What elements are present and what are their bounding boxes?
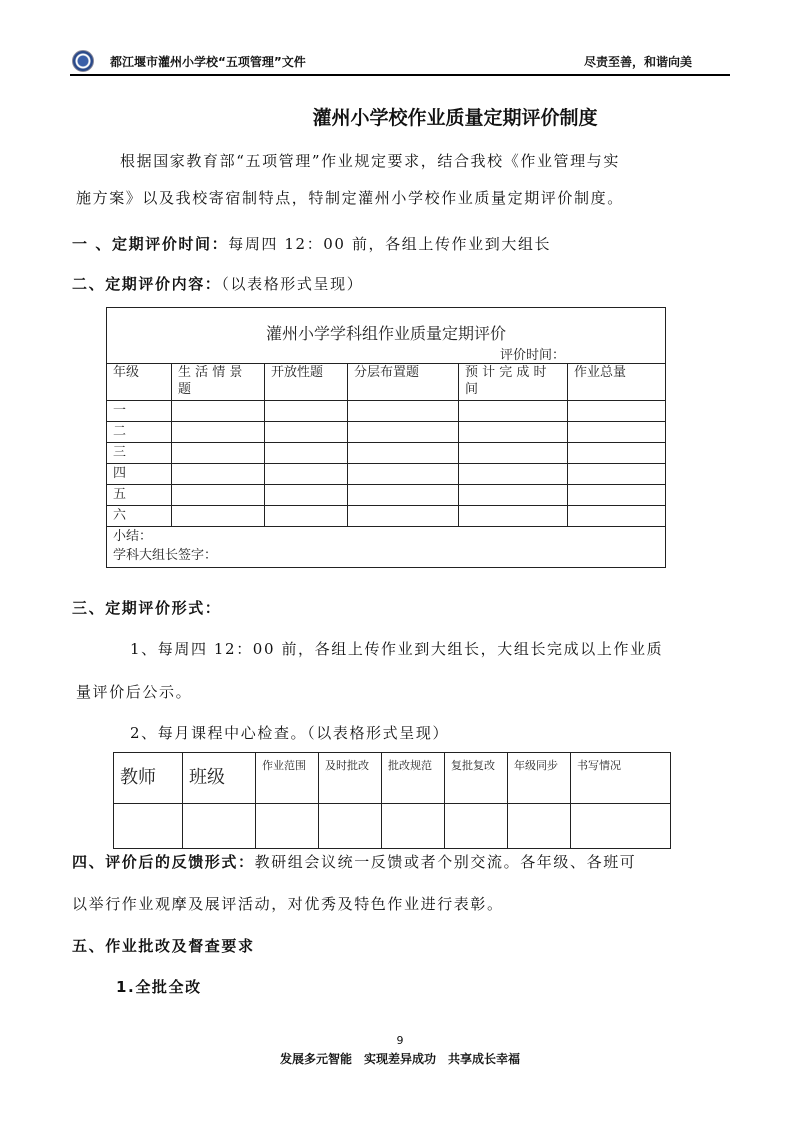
table1-cell[interactable] — [568, 422, 666, 443]
table1-cell[interactable] — [568, 401, 666, 422]
section-5-heading — [72, 935, 255, 956]
table1-cell[interactable] — [348, 443, 459, 464]
footer-motto: 发展多元智能 实现差异成功 共享成长幸福 — [279, 1052, 520, 1066]
table1-cell[interactable] — [265, 443, 348, 464]
table1-cell[interactable] — [459, 485, 568, 506]
table1-cell[interactable] — [265, 485, 348, 506]
table1-col-header: 年级 — [107, 364, 172, 401]
section-5-heading-text: 五、作业批改及督查要求 — [72, 937, 255, 955]
table1-cell[interactable] — [348, 464, 459, 485]
grade-evaluation-table — [106, 307, 666, 568]
section-4 — [72, 851, 636, 872]
section-3-heading-text: 三、定期评价形式： — [72, 599, 222, 617]
table2-cell[interactable] — [508, 804, 571, 849]
table1-col-header: 作业总量 — [568, 364, 666, 401]
table1-cell[interactable] — [265, 506, 348, 527]
table1-col-header: 分层布置题 — [348, 364, 459, 401]
section-2-text: （以表格形式呈现） — [221, 275, 364, 293]
table1-cell[interactable] — [265, 422, 348, 443]
intro-line-2: 施方案》以及我校寄宿制特点，特制定灌州小学校作业质量定期评价制度。 — [76, 189, 624, 207]
table1-cell[interactable] — [172, 443, 265, 464]
school-logo-icon — [72, 50, 94, 72]
table1-cell[interactable] — [172, 422, 265, 443]
table2-cell[interactable] — [114, 804, 183, 849]
table1-cell[interactable] — [459, 401, 568, 422]
document-title: 灌州小学校作业质量定期评价制度 — [312, 107, 598, 129]
header-left-text: 都江堰市灌州小学校“五项管理”文件 — [110, 55, 306, 69]
section-5-item-1-text: 1.全批全改 — [116, 978, 202, 996]
section-2-heading: 二、定期评价内容： — [72, 275, 222, 293]
table2-cell[interactable] — [319, 804, 382, 849]
table2-cell[interactable] — [256, 804, 319, 849]
section-1-text: 每周四 12：00 前，各组上传作业到大组长 — [228, 235, 552, 253]
table1-grade: 五 — [107, 485, 172, 506]
table2-col-header: 及时批改 — [319, 753, 382, 804]
header-right-text: 尽责至善，和谐向美 — [583, 55, 692, 69]
table2-cell[interactable] — [445, 804, 508, 849]
monthly-check-table — [113, 752, 671, 849]
section-5-item-1 — [116, 976, 202, 997]
section-2 — [72, 273, 363, 294]
table2-col-header: 作业范围 — [256, 753, 319, 804]
page-header — [70, 48, 730, 76]
summary-label: 小结： — [113, 529, 153, 544]
table2-col-header: 复批复改 — [445, 753, 508, 804]
signature-label: 学科大组长签字： — [113, 548, 218, 563]
table2-col-header: 班级 — [183, 753, 256, 804]
table1-time-label: 评价时间： — [107, 344, 666, 364]
table2-cell[interactable] — [382, 804, 445, 849]
table1-cell[interactable] — [348, 422, 459, 443]
table1-grade: 二 — [107, 422, 172, 443]
section-3-item-2: 2、每月课程中心检查。（以表格形式呈现） — [130, 724, 450, 742]
section-3-item-1-line-2: 量评价后公示。 — [76, 683, 193, 701]
table1-cell[interactable] — [265, 401, 348, 422]
page-number: 9 — [396, 1034, 404, 1047]
table2-cell[interactable] — [571, 804, 671, 849]
table1-cell[interactable] — [172, 401, 265, 422]
table1-cell[interactable] — [568, 443, 666, 464]
table1-cell[interactable] — [172, 506, 265, 527]
table1-cell[interactable] — [459, 506, 568, 527]
table1-grade: 四 — [107, 464, 172, 485]
table1-grade: 三 — [107, 443, 172, 464]
table1-cell[interactable] — [348, 485, 459, 506]
table1-grade: 六 — [107, 506, 172, 527]
table1-cell[interactable] — [172, 464, 265, 485]
table1-cell[interactable] — [459, 464, 568, 485]
section-1 — [72, 233, 551, 254]
table1-cell[interactable] — [172, 485, 265, 506]
section-4-text-2: 以举行作业观摩及展评活动，对优秀及特色作业进行表彰。 — [72, 895, 504, 913]
table1-cell[interactable] — [568, 485, 666, 506]
table1-cell[interactable] — [348, 506, 459, 527]
table1-summary[interactable] — [107, 527, 666, 568]
table1-cell[interactable] — [265, 464, 348, 485]
table2-col-header: 教师 — [114, 753, 183, 804]
table2-col-header: 书写情况 — [571, 753, 671, 804]
table2-col-header: 年级同步 — [508, 753, 571, 804]
table1-cell[interactable] — [568, 464, 666, 485]
intro-line-1: 根据国家教育部“五项管理”作业规定要求，结合我校《作业管理与实 — [120, 152, 620, 170]
table1-cell[interactable] — [459, 422, 568, 443]
section-3-heading — [72, 597, 221, 618]
table1-caption: 灌州小学学科组作业质量定期评价 — [107, 308, 666, 345]
section-1-heading: 一 、定期评价时间： — [72, 235, 229, 253]
table1-cell[interactable] — [459, 443, 568, 464]
table1-grade: 一 — [107, 401, 172, 422]
table1-cell[interactable] — [568, 506, 666, 527]
section-4-heading: 四、评价后的反馈形式： — [72, 853, 255, 871]
table1-col-header: 开放性题 — [265, 364, 348, 401]
section-3-item-1-line-1: 1、每周四 12：00 前，各组上传作业到大组长，大组长完成以上作业质 — [130, 640, 664, 658]
table1-cell[interactable] — [348, 401, 459, 422]
table1-col-header: 预 计 完 成 时 间 — [459, 364, 568, 401]
section-4-text-1: 教研组会议统一反馈或者个别交流。各年级、各班可 — [254, 853, 637, 871]
table2-cell[interactable] — [183, 804, 256, 849]
table2-col-header: 批改规范 — [382, 753, 445, 804]
table1-col-header: 生 活 情 景 题 — [172, 364, 265, 401]
